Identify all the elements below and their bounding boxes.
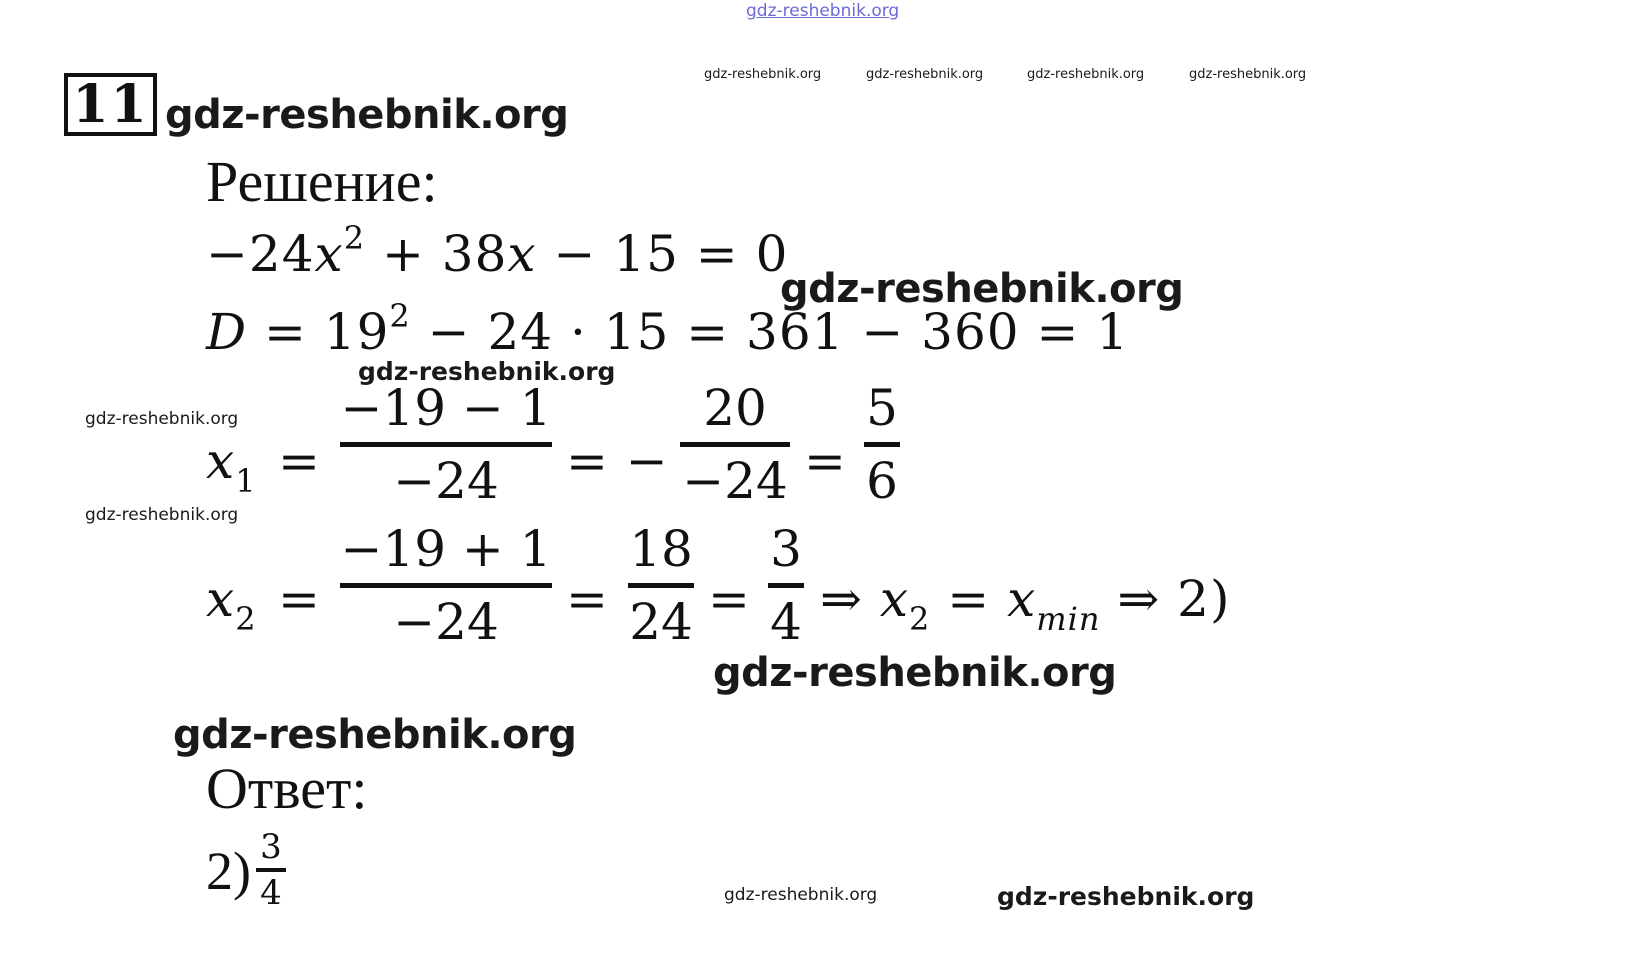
x1-fraction-3: 5 6 <box>864 377 900 512</box>
watermark-bottom-right: gdz-reshebnik.org <box>997 882 1255 911</box>
equals-sign: = <box>804 432 847 490</box>
watermark-below-x2: gdz-reshebnik.org <box>713 650 1117 696</box>
x2-fraction-1: −19 + 1 −24 <box>340 520 552 651</box>
watermark-title: gdz-reshebnik.org <box>165 92 569 138</box>
watermark-right: gdz-reshebnik.org <box>780 266 1184 312</box>
x2-fraction-2: 18 24 <box>629 520 693 651</box>
solution-heading: Решение: <box>206 149 438 214</box>
watermark-top: gdz-reshebnik.org <box>746 1 900 21</box>
equals-sign: = <box>566 570 609 628</box>
x1-fraction-1: −19 − 1 −24 <box>340 379 552 510</box>
answer-prefix: 2) <box>206 841 251 901</box>
watermark-row: gdz-reshebnik.org <box>866 67 984 82</box>
watermark-row: gdz-reshebnik.org <box>1189 67 1307 82</box>
x2-fraction-3: 3 4 <box>768 518 804 653</box>
watermark-under-discriminant: gdz-reshebnik.org <box>358 357 616 386</box>
x1-fraction-2: 20 −24 <box>680 377 790 512</box>
discriminant-equation: $D = 19^2 - 24 \cdot 15 = 361 - 360 = 1$ <box>206 297 1130 361</box>
watermark-left: gdz-reshebnik.org <box>85 505 239 525</box>
watermark-left: gdz-reshebnik.org <box>85 409 239 429</box>
task-number-box: 11 <box>64 73 157 136</box>
answer-fraction: 3 4 <box>256 828 286 912</box>
x1-variable: $x_1$ <box>206 432 257 500</box>
equals-sign: = <box>278 570 321 628</box>
x2-result: ⇒ $x_2 = x_{min}$ ⇒ 2) <box>820 570 1231 638</box>
watermark-row: gdz-reshebnik.org <box>1027 67 1145 82</box>
watermark-bottom: gdz-reshebnik.org <box>724 885 878 905</box>
x2-variable: $x_2$ <box>206 570 257 638</box>
watermark-above-answer: gdz-reshebnik.org <box>173 712 577 758</box>
answer-heading: Ответ: <box>206 756 368 821</box>
equals-sign: = <box>708 570 751 628</box>
quadratic-equation: $-24x^2 + 38x - 15 = 0$ <box>206 219 789 283</box>
equals-sign: = <box>278 432 321 490</box>
watermark-row: gdz-reshebnik.org <box>704 67 822 82</box>
equals-minus: = − <box>566 432 669 490</box>
